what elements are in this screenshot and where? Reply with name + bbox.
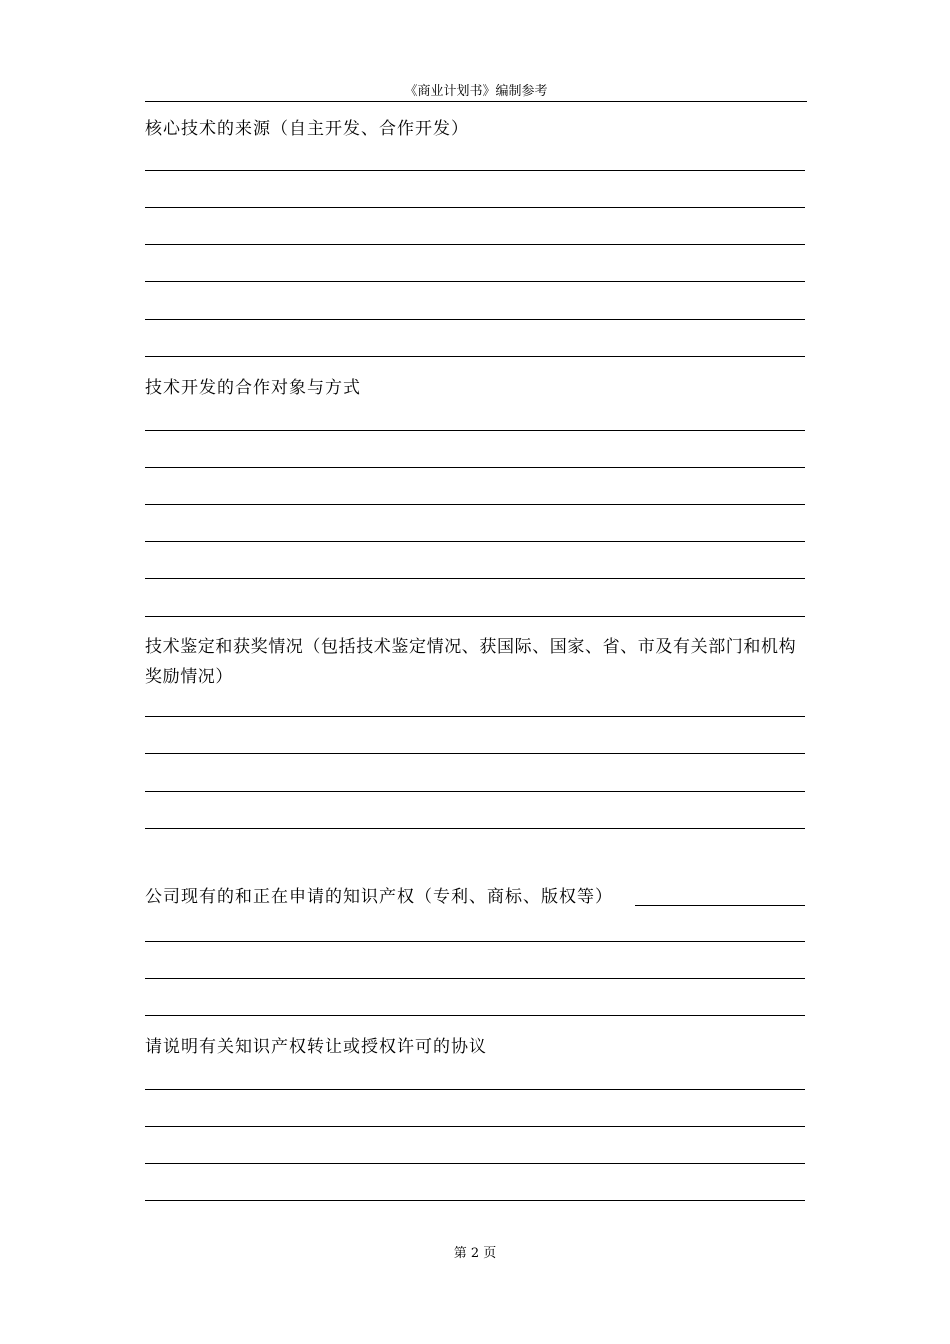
answer-line[interactable]	[145, 716, 805, 717]
answer-inline-line[interactable]	[635, 905, 805, 906]
answer-line[interactable]	[145, 616, 805, 617]
answer-line[interactable]	[145, 828, 805, 829]
question-ip-licensing: 请说明有关知识产权转让或授权许可的协议	[145, 1037, 487, 1057]
answer-line[interactable]	[145, 244, 805, 245]
question-tech-partners: 技术开发的合作对象与方式	[145, 378, 361, 398]
answer-line[interactable]	[145, 978, 805, 979]
answer-line[interactable]	[145, 504, 805, 505]
answer-line[interactable]	[145, 791, 805, 792]
answer-line[interactable]	[145, 319, 805, 320]
answer-line[interactable]	[145, 1126, 805, 1127]
header-divider	[145, 101, 807, 102]
page-header: 《商业计划书》编制参考	[404, 84, 548, 99]
answer-line[interactable]	[145, 467, 805, 468]
answer-line[interactable]	[145, 356, 805, 357]
answer-line[interactable]	[145, 1089, 805, 1090]
question-ip-rights: 公司现有的和正在申请的知识产权（专利、商标、版权等）	[145, 887, 613, 907]
answer-line[interactable]	[145, 541, 805, 542]
page-number: 第 2 页	[453, 1246, 497, 1261]
answer-line[interactable]	[145, 1015, 805, 1016]
question-core-tech-source: 核心技术的来源（自主开发、合作开发）	[145, 119, 469, 139]
answer-line[interactable]	[145, 753, 805, 754]
answer-line[interactable]	[145, 207, 805, 208]
answer-line[interactable]	[145, 578, 805, 579]
question-tech-awards: 技术鉴定和获奖情况（包括技术鉴定情况、获国际、国家、省、市及有关部门和机构奖励情况）	[145, 637, 797, 687]
answer-line[interactable]	[145, 1200, 805, 1201]
answer-line[interactable]	[145, 941, 805, 942]
answer-line[interactable]	[145, 1163, 805, 1164]
answer-line[interactable]	[145, 430, 805, 431]
answer-line[interactable]	[145, 281, 805, 282]
answer-line[interactable]	[145, 170, 805, 171]
